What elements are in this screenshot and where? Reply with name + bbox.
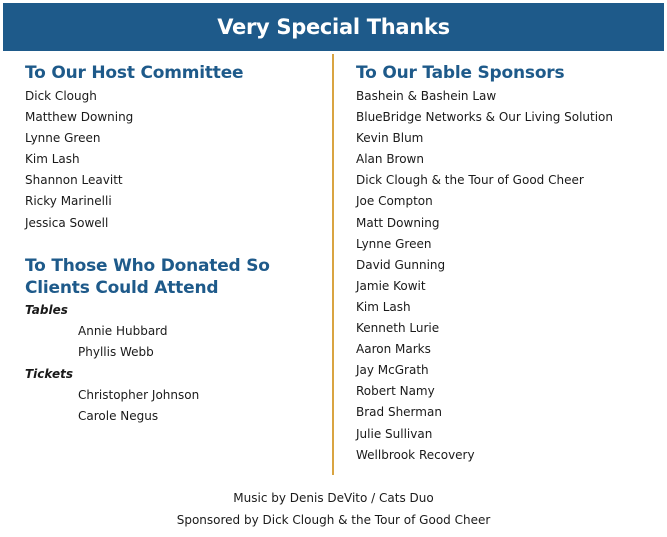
tables-subheading: Tables bbox=[25, 302, 68, 317]
table-sponsor: Lynne Green bbox=[356, 236, 432, 251]
donated-heading-line-2: Clients Could Attend bbox=[25, 277, 219, 298]
page-title: Very Special Thanks bbox=[217, 15, 450, 39]
table-sponsor: BlueBridge Networks & Our Living Solution bbox=[356, 110, 614, 125]
tables-donor: Annie Hubbard bbox=[78, 323, 168, 338]
table-sponsor: Kim Lash bbox=[356, 299, 411, 314]
table-sponsor: Aaron Marks bbox=[356, 342, 431, 357]
host-committee-member: Matthew Downing bbox=[25, 110, 134, 125]
host-committee-list bbox=[25, 86, 325, 234]
host-committee-member: Lynne Green bbox=[25, 131, 101, 146]
table-sponsor: Kevin Blum bbox=[356, 131, 424, 146]
table-sponsor: Dick Clough & the Tour of Good Cheer bbox=[356, 173, 584, 188]
donated-heading-line-1: To Those Who Donated So bbox=[25, 255, 270, 276]
column-divider bbox=[332, 54, 334, 475]
tickets-subheading: Tickets bbox=[25, 366, 73, 381]
table-sponsors-list bbox=[356, 86, 656, 466]
table-sponsor: Matt Downing bbox=[356, 215, 440, 230]
table-sponsor: Jay McGrath bbox=[356, 363, 429, 378]
title-banner bbox=[3, 3, 664, 51]
donated-heading bbox=[25, 255, 325, 299]
table-sponsors-heading: To Our Table Sponsors bbox=[356, 63, 565, 83]
table-sponsor: Jamie Kowit bbox=[356, 278, 426, 293]
tickets-donor-list bbox=[25, 385, 325, 427]
tables-donor-list bbox=[25, 321, 325, 363]
table-sponsor: Alan Brown bbox=[356, 152, 424, 167]
tickets-donor: Christopher Johnson bbox=[78, 387, 200, 402]
table-sponsor: Bashein & Bashein Law bbox=[356, 89, 497, 103]
table-sponsor: Robert Namy bbox=[356, 384, 435, 399]
table-sponsor: Brad Sherman bbox=[356, 405, 442, 420]
table-sponsor: Joe Compton bbox=[356, 194, 433, 209]
table-sponsor: Wellbrook Recovery bbox=[356, 447, 475, 462]
host-committee-member: Dick Clough bbox=[25, 89, 97, 103]
sponsor-credit: Sponsored by Dick Clough & the Tour of Good Cheer bbox=[176, 513, 491, 527]
host-committee-member: Shannon Leavitt bbox=[25, 173, 123, 188]
tickets-donor: Carole Negus bbox=[78, 408, 159, 423]
table-sponsor: Julie Sullivan bbox=[356, 426, 433, 441]
right-column bbox=[356, 62, 656, 466]
host-committee-heading: To Our Host Committee bbox=[25, 63, 244, 83]
host-committee-member: Ricky Marinelli bbox=[25, 194, 112, 209]
music-credit: Music by Denis DeVito / Cats Duo bbox=[233, 491, 434, 505]
table-sponsor: Kenneth Lurie bbox=[356, 321, 440, 336]
host-committee-member: Kim Lash bbox=[25, 152, 80, 167]
left-column bbox=[25, 62, 325, 427]
tables-donor: Phyllis Webb bbox=[78, 344, 154, 359]
host-committee-member: Jessica Sowell bbox=[25, 215, 109, 230]
table-sponsor: David Gunning bbox=[356, 257, 446, 272]
